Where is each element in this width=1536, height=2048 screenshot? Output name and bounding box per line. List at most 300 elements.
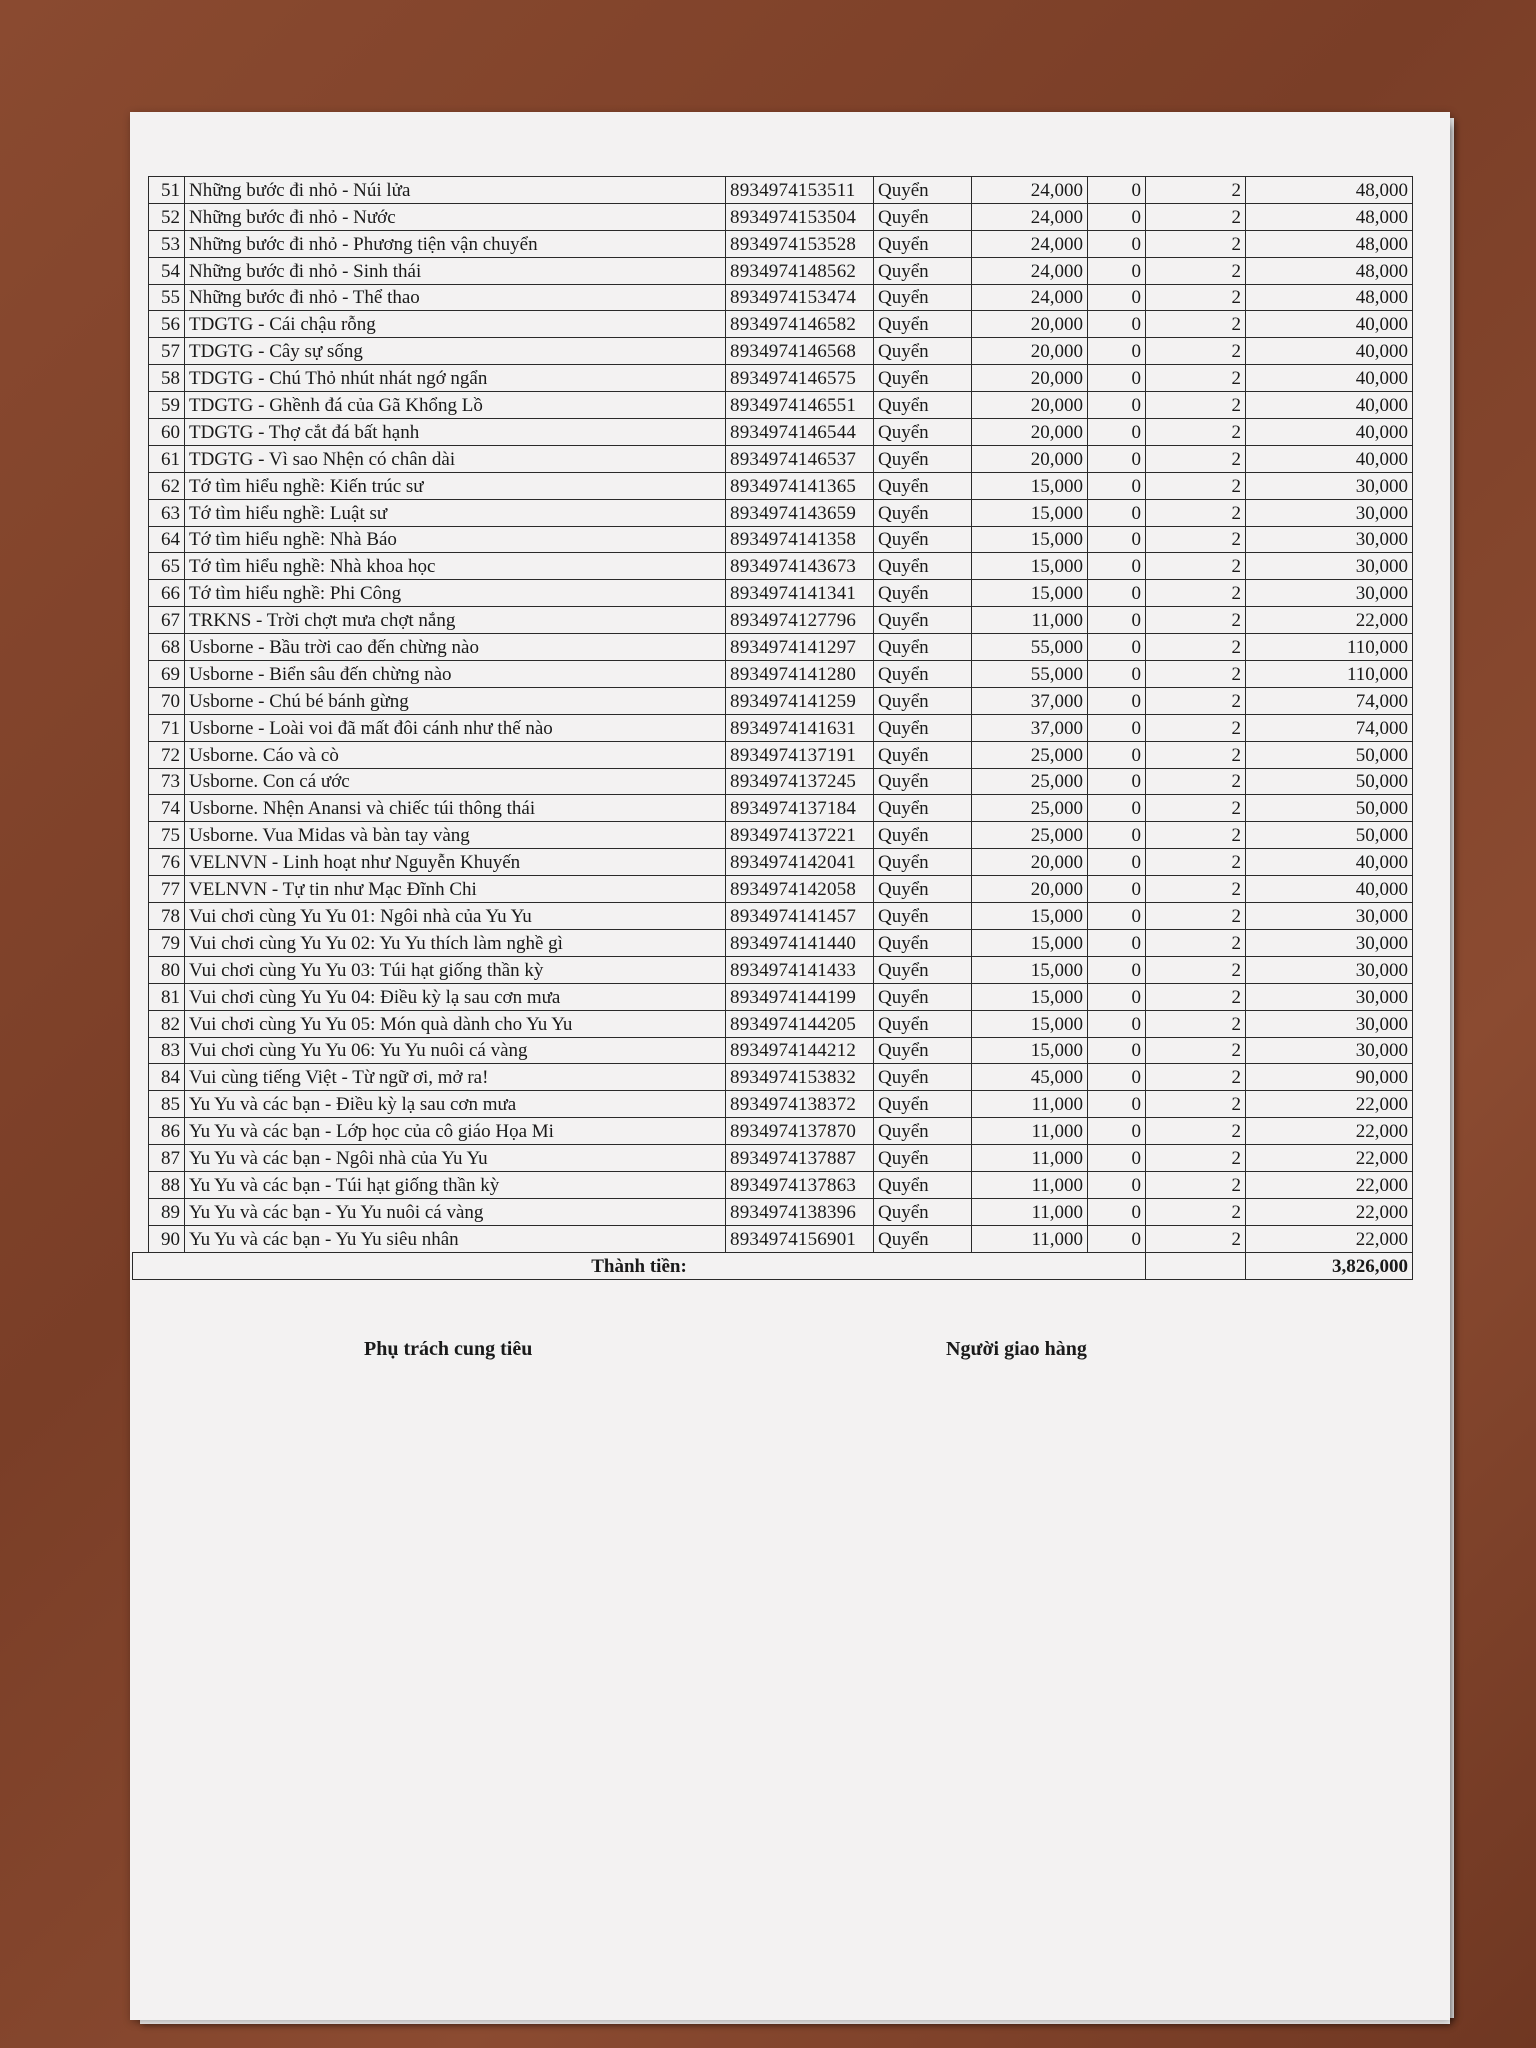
product-name: Vui chơi cùng Yu Yu 05: Món quà dành cho Yu Yu [185,1010,726,1037]
product-name: Usborne. Con cá ước [185,768,726,795]
unit-price: 15,000 [972,553,1088,580]
row-number: 58 [149,365,185,392]
unit-cell: Quyển [874,661,972,688]
row-margin [133,687,149,714]
amount-cell: 30,000 [1246,472,1413,499]
table-row [133,661,1413,688]
table-row [133,876,1413,903]
discount-cell: 0 [1088,526,1146,553]
discount-cell: 0 [1088,956,1146,983]
row-number: 67 [149,607,185,634]
row-number: 69 [149,661,185,688]
product-code: 8934974146582 [726,311,874,338]
row-number: 79 [149,929,185,956]
product-code: 8934974153528 [726,230,874,257]
product-name: Usborne. Cáo và cò [185,741,726,768]
quantity-cell: 2 [1146,526,1246,553]
amount-cell: 50,000 [1246,822,1413,849]
quantity-cell: 2 [1146,1091,1246,1118]
unit-cell: Quyển [874,741,972,768]
signature-deliverer: Người giao hàng [946,1338,1087,1360]
discount-cell: 0 [1088,311,1146,338]
product-name: Tớ tìm hiểu nghề: Kiến trúc sư [185,472,726,499]
unit-price: 15,000 [972,1010,1088,1037]
signature-supply-manager: Phụ trách cung tiêu [364,1338,533,1360]
row-number: 90 [149,1225,185,1252]
unit-price: 11,000 [972,1198,1088,1225]
amount-cell: 90,000 [1246,1064,1413,1091]
product-code: 8934974146544 [726,419,874,446]
table-row [133,257,1413,284]
product-code: 8934974146551 [726,392,874,419]
amount-cell: 30,000 [1246,553,1413,580]
table-row [133,849,1413,876]
invoice-page [130,112,1450,2020]
table-row [133,230,1413,257]
row-margin [133,553,149,580]
unit-price: 37,000 [972,714,1088,741]
row-number: 61 [149,445,185,472]
product-code: 8934974143673 [726,553,874,580]
amount-cell: 22,000 [1246,1171,1413,1198]
table-row [133,445,1413,472]
total-amount: 3,826,000 [1246,1252,1413,1279]
product-code: 8934974141280 [726,661,874,688]
discount-cell: 0 [1088,1064,1146,1091]
amount-cell: 40,000 [1246,419,1413,446]
product-name: Yu Yu và các bạn - Túi hạt giống thần kỳ [185,1171,726,1198]
unit-cell: Quyển [874,983,972,1010]
discount-cell: 0 [1088,929,1146,956]
amount-cell: 48,000 [1246,257,1413,284]
discount-cell: 0 [1088,607,1146,634]
unit-price: 20,000 [972,876,1088,903]
row-number: 59 [149,392,185,419]
product-code: 8934974141358 [726,526,874,553]
row-number: 73 [149,768,185,795]
table-row [133,1091,1413,1118]
discount-cell: 0 [1088,1118,1146,1145]
product-code: 8934974138396 [726,1198,874,1225]
discount-cell: 0 [1088,392,1146,419]
unit-cell: Quyển [874,768,972,795]
table-row [133,311,1413,338]
product-code: 8934974146568 [726,338,874,365]
unit-price: 15,000 [972,956,1088,983]
product-code: 8934974137221 [726,822,874,849]
table-row [133,177,1413,204]
unit-price: 11,000 [972,1171,1088,1198]
product-code: 8934974141259 [726,687,874,714]
product-name: Tớ tìm hiểu nghề: Nhà khoa học [185,553,726,580]
unit-price: 15,000 [972,580,1088,607]
unit-cell: Quyển [874,1171,972,1198]
product-code: 8934974141297 [726,634,874,661]
row-margin [133,365,149,392]
amount-cell: 40,000 [1246,338,1413,365]
quantity-cell: 2 [1146,177,1246,204]
unit-price: 11,000 [972,1118,1088,1145]
row-number: 52 [149,203,185,230]
row-number: 68 [149,634,185,661]
product-name: Tớ tìm hiểu nghề: Luật sư [185,499,726,526]
product-code: 8934974141341 [726,580,874,607]
unit-price: 20,000 [972,849,1088,876]
unit-price: 15,000 [972,903,1088,930]
invoice-table [132,176,1413,1280]
quantity-cell: 2 [1146,230,1246,257]
amount-cell: 40,000 [1246,876,1413,903]
amount-cell: 40,000 [1246,392,1413,419]
unit-cell: Quyển [874,1225,972,1252]
table-row [133,822,1413,849]
unit-cell: Quyển [874,338,972,365]
product-code: 8934974144212 [726,1037,874,1064]
table-row [133,419,1413,446]
amount-cell: 50,000 [1246,741,1413,768]
unit-price: 15,000 [972,499,1088,526]
row-margin [133,392,149,419]
unit-cell: Quyển [874,714,972,741]
table-row [133,1010,1413,1037]
product-code: 8934974141440 [726,929,874,956]
product-name: Vui chơi cùng Yu Yu 02: Yu Yu thích làm nghề gì [185,929,726,956]
unit-price: 15,000 [972,526,1088,553]
product-code: 8934974153474 [726,284,874,311]
row-number: 82 [149,1010,185,1037]
amount-cell: 30,000 [1246,526,1413,553]
product-name: Vui chơi cùng Yu Yu 06: Yu Yu nuôi cá vàng [185,1037,726,1064]
unit-price: 20,000 [972,311,1088,338]
product-name: TDGTG - Cái chậu rỗng [185,311,726,338]
amount-cell: 110,000 [1246,661,1413,688]
product-name: Yu Yu và các bạn - Ngôi nhà của Yu Yu [185,1145,726,1172]
unit-price: 11,000 [972,1145,1088,1172]
discount-cell: 0 [1088,876,1146,903]
product-code: 8934974144205 [726,1010,874,1037]
discount-cell: 0 [1088,822,1146,849]
discount-cell: 0 [1088,472,1146,499]
unit-cell: Quyển [874,1145,972,1172]
discount-cell: 0 [1088,257,1146,284]
unit-price: 20,000 [972,365,1088,392]
amount-cell: 22,000 [1246,1198,1413,1225]
row-number: 57 [149,338,185,365]
discount-cell: 0 [1088,741,1146,768]
product-name: Yu Yu và các bạn - Yu Yu siêu nhân [185,1225,726,1252]
quantity-cell: 2 [1146,903,1246,930]
amount-cell: 50,000 [1246,768,1413,795]
unit-cell: Quyển [874,526,972,553]
unit-cell: Quyển [874,1064,972,1091]
quantity-cell: 2 [1146,634,1246,661]
unit-price: 24,000 [972,230,1088,257]
table-row [133,1118,1413,1145]
unit-cell: Quyển [874,553,972,580]
table-row [133,903,1413,930]
amount-cell: 110,000 [1246,634,1413,661]
quantity-cell: 2 [1146,365,1246,392]
table-row [133,580,1413,607]
unit-price: 11,000 [972,607,1088,634]
quantity-cell: 2 [1146,203,1246,230]
row-margin [133,257,149,284]
unit-cell: Quyển [874,849,972,876]
unit-cell: Quyển [874,634,972,661]
discount-cell: 0 [1088,1091,1146,1118]
quantity-cell: 2 [1146,876,1246,903]
unit-cell: Quyển [874,392,972,419]
row-number: 64 [149,526,185,553]
product-name: Những bước đi nhỏ - Núi lửa [185,177,726,204]
row-margin [133,499,149,526]
table-row [133,365,1413,392]
unit-price: 25,000 [972,795,1088,822]
discount-cell: 0 [1088,714,1146,741]
product-code: 8934974141457 [726,903,874,930]
amount-cell: 50,000 [1246,795,1413,822]
row-margin [133,714,149,741]
product-code: 8934974144199 [726,983,874,1010]
row-number: 63 [149,499,185,526]
row-margin [133,1198,149,1225]
quantity-cell: 2 [1146,983,1246,1010]
unit-cell: Quyển [874,472,972,499]
amount-cell: 22,000 [1246,1225,1413,1252]
quantity-cell: 2 [1146,1198,1246,1225]
amount-cell: 30,000 [1246,929,1413,956]
row-margin [133,1118,149,1145]
product-name: TDGTG - Ghềnh đá của Gã Khổng Lồ [185,392,726,419]
unit-cell: Quyển [874,956,972,983]
product-code: 8934974137245 [726,768,874,795]
row-margin [133,822,149,849]
quantity-cell: 2 [1146,338,1246,365]
table-row [133,768,1413,795]
table-row [133,392,1413,419]
table-row [133,795,1413,822]
table-row [133,526,1413,553]
row-margin [133,795,149,822]
unit-cell: Quyển [874,822,972,849]
unit-cell: Quyển [874,876,972,903]
row-margin [133,1225,149,1252]
discount-cell: 0 [1088,284,1146,311]
row-number: 53 [149,230,185,257]
unit-cell: Quyển [874,795,972,822]
row-number: 76 [149,849,185,876]
row-number: 75 [149,822,185,849]
product-name: TDGTG - Cây sự sống [185,338,726,365]
product-code: 8934974137191 [726,741,874,768]
discount-cell: 0 [1088,1010,1146,1037]
table-row [133,741,1413,768]
product-code: 8934974127796 [726,607,874,634]
discount-cell: 0 [1088,634,1146,661]
table-row [133,553,1413,580]
quantity-cell: 2 [1146,822,1246,849]
product-name: Những bước đi nhỏ - Thể thao [185,284,726,311]
quantity-cell: 2 [1146,1037,1246,1064]
amount-cell: 30,000 [1246,580,1413,607]
discount-cell: 0 [1088,419,1146,446]
unit-cell: Quyển [874,257,972,284]
quantity-cell: 2 [1146,768,1246,795]
discount-cell: 0 [1088,177,1146,204]
table-row [133,956,1413,983]
total-row [133,1252,1413,1279]
row-number: 72 [149,741,185,768]
quantity-cell: 2 [1146,499,1246,526]
amount-cell: 40,000 [1246,311,1413,338]
product-code: 8934974153511 [726,177,874,204]
row-margin [133,1064,149,1091]
unit-price: 25,000 [972,822,1088,849]
row-margin [133,983,149,1010]
product-name: Những bước đi nhỏ - Sinh thái [185,257,726,284]
row-margin [133,177,149,204]
discount-cell: 0 [1088,983,1146,1010]
amount-cell: 22,000 [1246,1145,1413,1172]
product-name: VELNVN - Tự tin như Mạc Đĩnh Chi [185,876,726,903]
row-number: 70 [149,687,185,714]
discount-cell: 0 [1088,580,1146,607]
row-number: 86 [149,1118,185,1145]
table-row [133,1171,1413,1198]
row-number: 51 [149,177,185,204]
unit-price: 25,000 [972,741,1088,768]
table-row [133,203,1413,230]
amount-cell: 48,000 [1246,203,1413,230]
unit-cell: Quyển [874,1198,972,1225]
unit-price: 15,000 [972,929,1088,956]
amount-cell: 74,000 [1246,687,1413,714]
unit-cell: Quyển [874,177,972,204]
product-code: 8934974141365 [726,472,874,499]
product-name: Tớ tìm hiểu nghề: Phi Công [185,580,726,607]
table-row [133,1198,1413,1225]
table-row [133,687,1413,714]
unit-price: 20,000 [972,338,1088,365]
discount-cell: 0 [1088,1171,1146,1198]
row-number: 83 [149,1037,185,1064]
row-margin [133,849,149,876]
amount-cell: 30,000 [1246,983,1413,1010]
unit-cell: Quyển [874,1118,972,1145]
quantity-cell: 2 [1146,1010,1246,1037]
quantity-cell: 2 [1146,1171,1246,1198]
product-code: 8934974142058 [726,876,874,903]
product-code: 8934974137863 [726,1171,874,1198]
row-number: 77 [149,876,185,903]
product-name: TDGTG - Thợ cắt đá bất hạnh [185,419,726,446]
row-number: 71 [149,714,185,741]
discount-cell: 0 [1088,1225,1146,1252]
table-row [133,1145,1413,1172]
row-margin [133,607,149,634]
amount-cell: 30,000 [1246,903,1413,930]
row-number: 65 [149,553,185,580]
quantity-cell: 2 [1146,1064,1246,1091]
amount-cell: 40,000 [1246,849,1413,876]
table-row [133,1037,1413,1064]
product-name: Yu Yu và các bạn - Lớp học của cô giáo Họa Mi [185,1118,726,1145]
product-code: 8934974146575 [726,365,874,392]
quantity-cell: 2 [1146,311,1246,338]
product-name: TRKNS - Trời chợt mưa chợt nắng [185,607,726,634]
discount-cell: 0 [1088,203,1146,230]
product-code: 8934974138372 [726,1091,874,1118]
amount-cell: 22,000 [1246,607,1413,634]
discount-cell: 0 [1088,445,1146,472]
quantity-cell: 2 [1146,687,1246,714]
row-margin [133,1010,149,1037]
amount-cell: 40,000 [1246,445,1413,472]
unit-cell: Quyển [874,1037,972,1064]
amount-cell: 30,000 [1246,956,1413,983]
amount-cell: 48,000 [1246,177,1413,204]
product-name: VELNVN - Linh hoạt như Nguyễn Khuyến [185,849,726,876]
product-name: Vui chơi cùng Yu Yu 01: Ngôi nhà của Yu Yu [185,903,726,930]
quantity-cell: 2 [1146,956,1246,983]
row-margin [133,956,149,983]
unit-price: 55,000 [972,634,1088,661]
unit-cell: Quyển [874,903,972,930]
row-margin [133,929,149,956]
amount-cell: 22,000 [1246,1091,1413,1118]
unit-price: 24,000 [972,203,1088,230]
quantity-cell: 2 [1146,849,1246,876]
discount-cell: 0 [1088,661,1146,688]
unit-price: 24,000 [972,284,1088,311]
table-row [133,338,1413,365]
unit-price: 25,000 [972,768,1088,795]
table-row [133,607,1413,634]
unit-price: 15,000 [972,983,1088,1010]
unit-price: 11,000 [972,1091,1088,1118]
row-margin [133,526,149,553]
unit-cell: Quyển [874,365,972,392]
product-code: 8934974153832 [726,1064,874,1091]
product-name: TDGTG - Chú Thỏ nhút nhát ngớ ngẩn [185,365,726,392]
unit-cell: Quyển [874,203,972,230]
discount-cell: 0 [1088,903,1146,930]
product-code: 8934974137184 [726,795,874,822]
table-row [133,1225,1413,1252]
row-margin [133,284,149,311]
table-row [133,284,1413,311]
row-number: 62 [149,472,185,499]
discount-cell: 0 [1088,768,1146,795]
table-row [133,983,1413,1010]
product-name: Usborne. Nhện Anansi và chiếc túi thông thái [185,795,726,822]
product-name: Vui chơi cùng Yu Yu 03: Túi hạt giống thần kỳ [185,956,726,983]
discount-cell: 0 [1088,338,1146,365]
product-name: Usborne. Vua Midas và bàn tay vàng [185,822,726,849]
row-margin [133,445,149,472]
row-margin [133,1145,149,1172]
row-margin [133,419,149,446]
row-margin [133,1171,149,1198]
product-name: Usborne - Chú bé bánh gừng [185,687,726,714]
table-row [133,714,1413,741]
row-number: 84 [149,1064,185,1091]
unit-price: 15,000 [972,472,1088,499]
unit-cell: Quyển [874,419,972,446]
product-code: 8934974141631 [726,714,874,741]
row-margin [133,203,149,230]
product-name: Yu Yu và các bạn - Điều kỳ lạ sau cơn mưa [185,1091,726,1118]
